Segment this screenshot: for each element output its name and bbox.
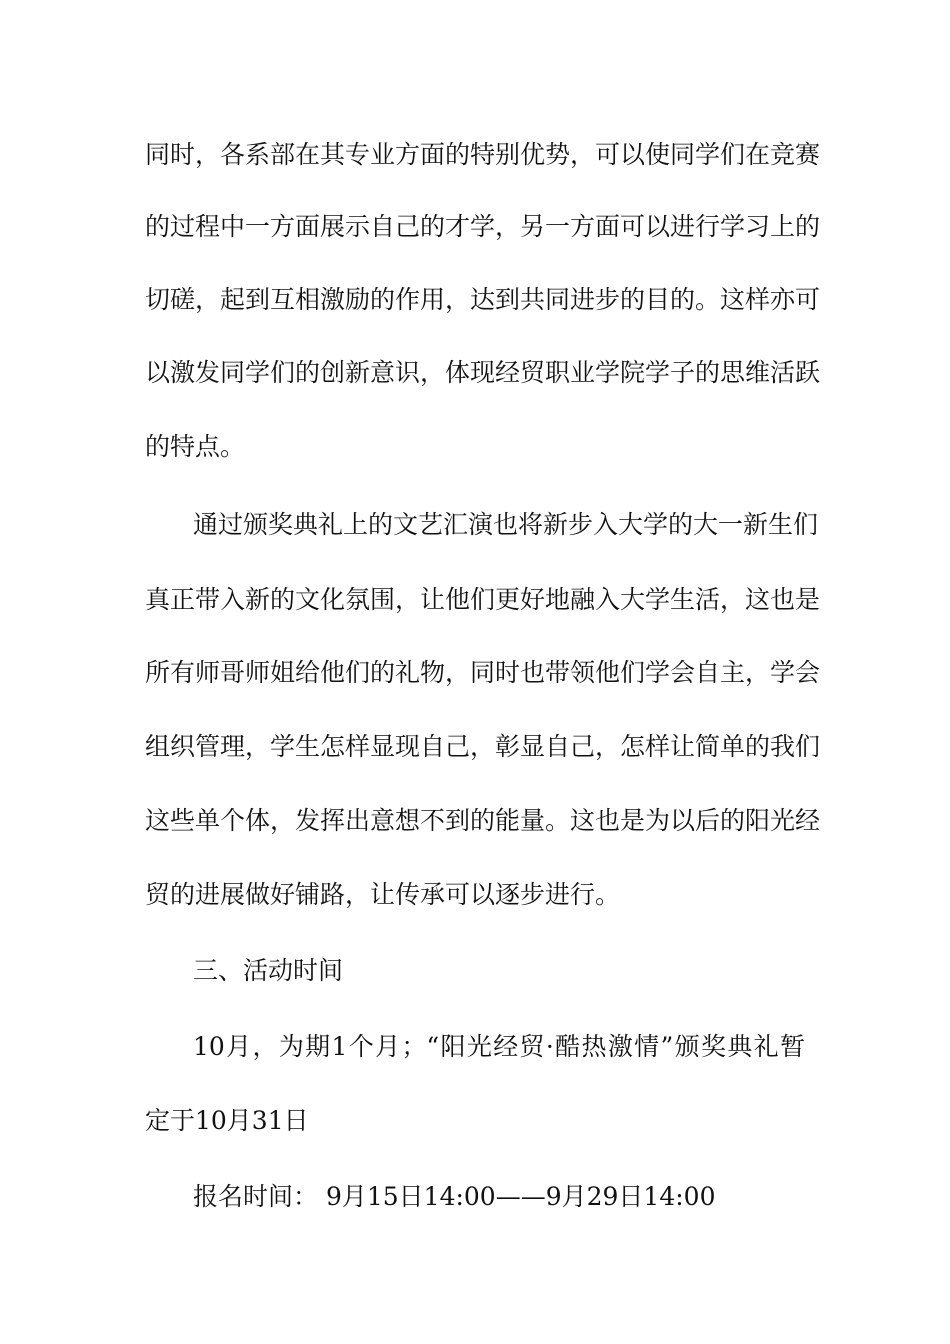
paragraph-2-line-3: 所有师哥师姐给他们的礼物，同时也带领他们学会自主，学会 — [145, 658, 821, 687]
paragraph-2-line-2: 真正带入新的文化氛围，让他们更好地融入大学生活，这也是 — [145, 585, 821, 614]
paragraph-2-line-1: 通过颁奖典礼上的文艺汇演也将新步入大学的大一新生们 — [193, 510, 819, 539]
registration-time: 报名时间： 9月15日14:00——9月29日14:00 — [193, 1182, 716, 1211]
paragraph-1-line-1: 同时，各系部在其专业方面的特别优势，可以使同学们在竞赛 — [145, 140, 821, 169]
paragraph-2-line-5: 这些单个体，发挥出意想不到的能量。这也是为以后的阳光经 — [145, 806, 821, 835]
paragraph-3-line-2: 定于10月31日 — [145, 1106, 309, 1135]
paragraph-2-line-4: 组织管理，学生怎样显现自己，彰显自己，怎样让简单的我们 — [145, 732, 821, 761]
section-heading-activity-time: 三、活动时间 — [193, 956, 344, 985]
paragraph-2-line-6: 贸的进展做好铺路，让传承可以逐步进行。 — [145, 880, 621, 909]
paragraph-1-line-3: 切磋，起到互相激励的作用，达到共同进步的目的。这样亦可 — [145, 285, 821, 314]
paragraph-1-line-4: 以激发同学们的创新意识，体现经贸职业学院学子的思维活跃 — [145, 358, 821, 387]
paragraph-1-line-2: 的过程中一方面展示自己的才学，另一方面可以进行学习上的 — [145, 212, 821, 241]
paragraph-1-line-5: 的特点。 — [145, 432, 246, 461]
paragraph-3-line-1: 10月，为期1个月；“阳光经贸·酷热激情”颁奖典礼暂 — [193, 1032, 805, 1061]
